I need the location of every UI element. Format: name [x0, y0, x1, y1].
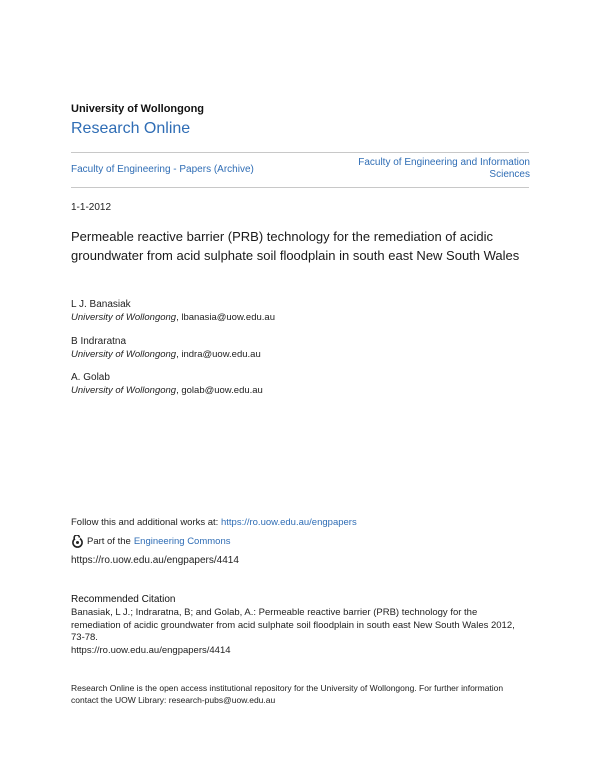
collection-link-left[interactable]: Faculty of Engineering - Papers (Archive)	[71, 164, 254, 175]
repository-title[interactable]: Research Online	[71, 120, 191, 137]
follow-line	[71, 517, 357, 528]
paper-title: Permeable reactive barrier (PRB) technology for the remediation of acidic groundwater from acid sulphate soil floodplain in south east New South Wales	[71, 229, 520, 263]
footer-notice: Research Online is the open access institutional repository for the University of Wollongong. For further information contact the UOW Library: research-pubs@uow.edu.au	[71, 683, 504, 705]
collection-right-line2: Sciences	[489, 169, 530, 180]
citation-heading: Recommended Citation	[71, 594, 176, 605]
engineering-commons-link[interactable]: Engineering Commons	[133, 536, 231, 547]
paper-url[interactable]: https://ro.uow.edu.au/engpapers/4414	[71, 555, 239, 566]
divider-top	[71, 152, 529, 153]
author-email: , lbanasia@uow.edu.au	[176, 312, 275, 323]
follow-url-link[interactable]: https://ro.uow.edu.au/engpapers	[220, 517, 357, 528]
author-affiliation: University of Wollongong	[71, 385, 177, 396]
university-name: University of Wollongong	[71, 103, 205, 115]
author-entry	[71, 335, 261, 361]
part-of-text: Part of the	[87, 536, 131, 547]
author-entry	[71, 371, 263, 397]
publication-date: 1-1-2012	[71, 202, 112, 213]
follow-text: Follow this and additional works at:	[71, 517, 221, 528]
collection-link-right[interactable]	[320, 157, 530, 181]
author-affiliation: University of Wollongong	[71, 312, 177, 323]
citation-block	[71, 607, 529, 657]
author-name: L J. Banasiak	[71, 299, 131, 310]
author-entry	[71, 298, 275, 324]
part-of-line	[71, 535, 230, 548]
citation-text: Banasiak, L J.; Indraratna, B; and Golab, A.: Permeable reactive barrier (PRB) technology for the remediation of acidic groundwater from acid sulphate soil floodplain in south east New South Wales 2012, 73-78.	[71, 607, 515, 643]
open-access-icon	[71, 535, 84, 548]
divider-bottom	[71, 187, 529, 188]
author-email: , indra@uow.edu.au	[176, 349, 261, 360]
citation-url[interactable]: https://ro.uow.edu.au/engpapers/4414	[71, 644, 231, 656]
author-email: , golab@uow.edu.au	[176, 385, 263, 396]
author-name: B Indraratna	[71, 336, 127, 347]
collection-right-line1: Faculty of Engineering and Information	[358, 157, 530, 168]
author-affiliation: University of Wollongong	[71, 349, 177, 360]
author-name: A. Golab	[71, 372, 110, 383]
